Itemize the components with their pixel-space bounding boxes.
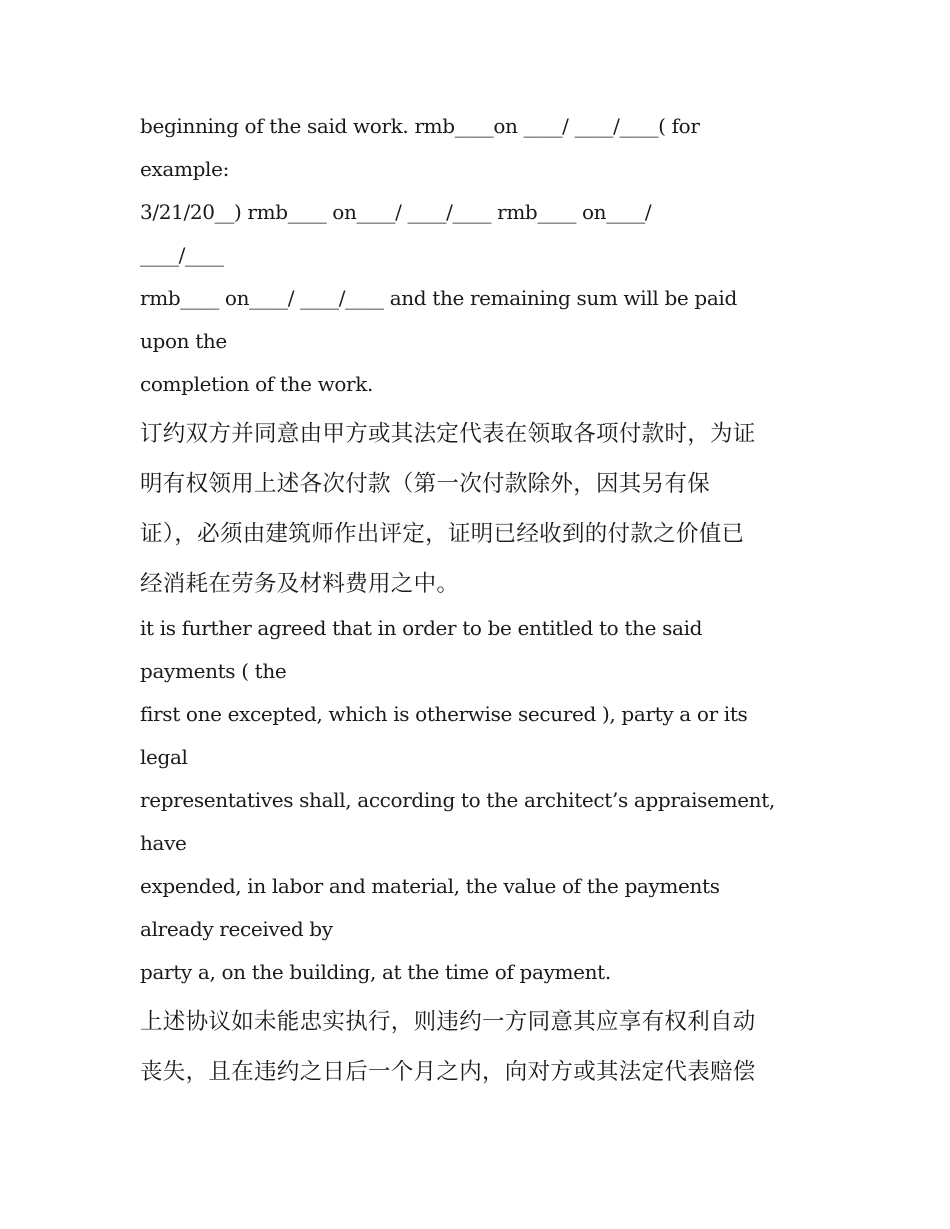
text-line: rmb____ on____/ ____/____ and the remaining sum will be paid — [140, 286, 737, 310]
text-line: ____/____ — [140, 243, 224, 267]
text-line: already received by — [140, 917, 333, 941]
text-line-chinese: 上述协议如未能忠实执行，则违约一方同意其应享有权利自动 — [140, 1009, 756, 1035]
text-line: expended, in labor and material, the value of the payments — [140, 874, 720, 898]
text-line-chinese: 订约双方并同意由甲方或其法定代表在领取各项付款时，为证 — [140, 421, 756, 447]
text-line: it is further agreed that in order to be entitled to the said — [140, 616, 703, 640]
text-line: party a, on the building, at the time of payment. — [140, 960, 611, 984]
text-line: completion of the work. — [140, 372, 374, 396]
text-line-chinese: 经消耗在劳务及材料费用之中。 — [140, 571, 460, 597]
document-body — [140, 105, 820, 1097]
text-line: 3/21/20__) rmb____ on____/ ____/____ rmb____ on____/ — [140, 200, 652, 224]
text-line-chinese: 明有权领用上述各次付款（第一次付款除外，因其另有保 — [140, 471, 711, 497]
text-line-chinese: 证），必须由建筑师作出评定，证明已经收到的付款之价值已 — [140, 521, 745, 547]
text-line: upon the — [140, 329, 227, 353]
text-line: payments ( the — [140, 659, 287, 683]
text-line: first one excepted, which is otherwise secured ), party a or its — [140, 702, 748, 726]
text-line: example: — [140, 157, 229, 181]
text-line: representatives shall, according to the architect’s appraisement, — [140, 788, 775, 812]
text-line-chinese: 丧失，且在违约之日后一个月之内，向对方或其法定代表赔偿 — [140, 1059, 756, 1085]
text-line: beginning of the said work. rmb____on ____/ ____/____( for — [140, 114, 700, 138]
text-line: legal — [140, 745, 188, 769]
text-line: have — [140, 831, 187, 855]
